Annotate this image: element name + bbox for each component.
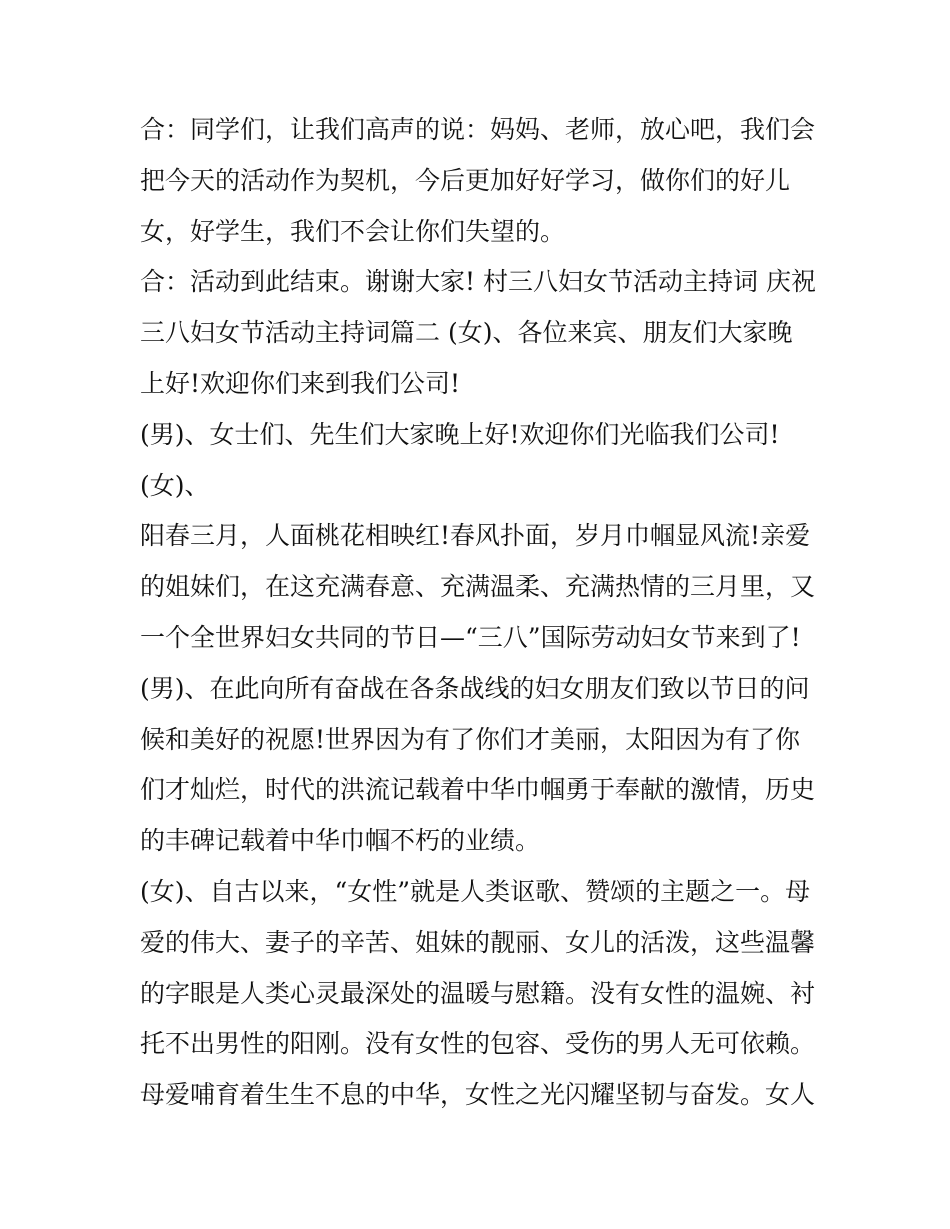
document-body — [140, 105, 820, 1121]
text-line: 把今天的活动作为契机，今后更加好好学习，做你们的好儿 — [140, 165, 791, 195]
text-line: 合：活动到此结束。谢谢大家! 村三八妇女节活动主持词 庆祝 — [140, 267, 816, 297]
text-line: 候和美好的祝愿!世界因为有了你们才美丽，太阳因为有了你 — [140, 724, 801, 754]
text-line: (女)、 — [140, 470, 210, 500]
text-line: (男)、女士们、先生们大家晚上好!欢迎你们光临我们公司! — [140, 419, 780, 449]
text-line: 合：同学们，让我们高声的说：妈妈、老师，放心吧，我们会 — [140, 115, 816, 144]
text-line: (男)、在此向所有奋战在各条战线的妇女朋友们致以节日的问 — [140, 673, 810, 703]
text-line: 们才灿烂，时代的洪流记载着中华巾帼勇于奉献的激情，历史 — [140, 775, 816, 805]
text-line: 爱的伟大、妻子的辛苦、姐妹的靓丽、女儿的活泼，这些温馨 — [140, 927, 816, 957]
text-line: 一个全世界妇女共同的节日—“三八”国际劳动妇女节来到了! — [140, 622, 801, 652]
text-line: 托不出男性的阳刚。没有女性的包容、受伤的男人无可依赖。 — [140, 1029, 816, 1059]
text-line: 三八妇女节活动主持词篇二 (女)、各位来宾、朋友们大家晚 — [140, 318, 793, 348]
text-line: 的丰碑记载着中华巾帼不朽的业绩。 — [140, 826, 541, 856]
text-line: 女，好学生，我们不会让你们失望的。 — [140, 216, 566, 246]
text-line: 阳春三月，人面桃花相映红!春风扑面，岁月巾帼显风流!亲爱 — [140, 521, 811, 551]
text-line: 的姐妹们，在这充满春意、充满温柔、充满热情的三月里，又 — [140, 572, 816, 602]
text-line: 母爱哺育着生生不息的中华，女性之光闪耀坚韧与奋发。女人 — [140, 1080, 816, 1110]
text-line: 的字眼是人类心灵最深处的温暖与慰籍。没有女性的温婉、衬 — [140, 978, 816, 1008]
text-line: (女)、自古以来，“女性”就是人类讴歌、赞颂的主题之一。母 — [140, 876, 811, 906]
text-line: 上好!欢迎你们来到我们公司! — [140, 368, 461, 398]
